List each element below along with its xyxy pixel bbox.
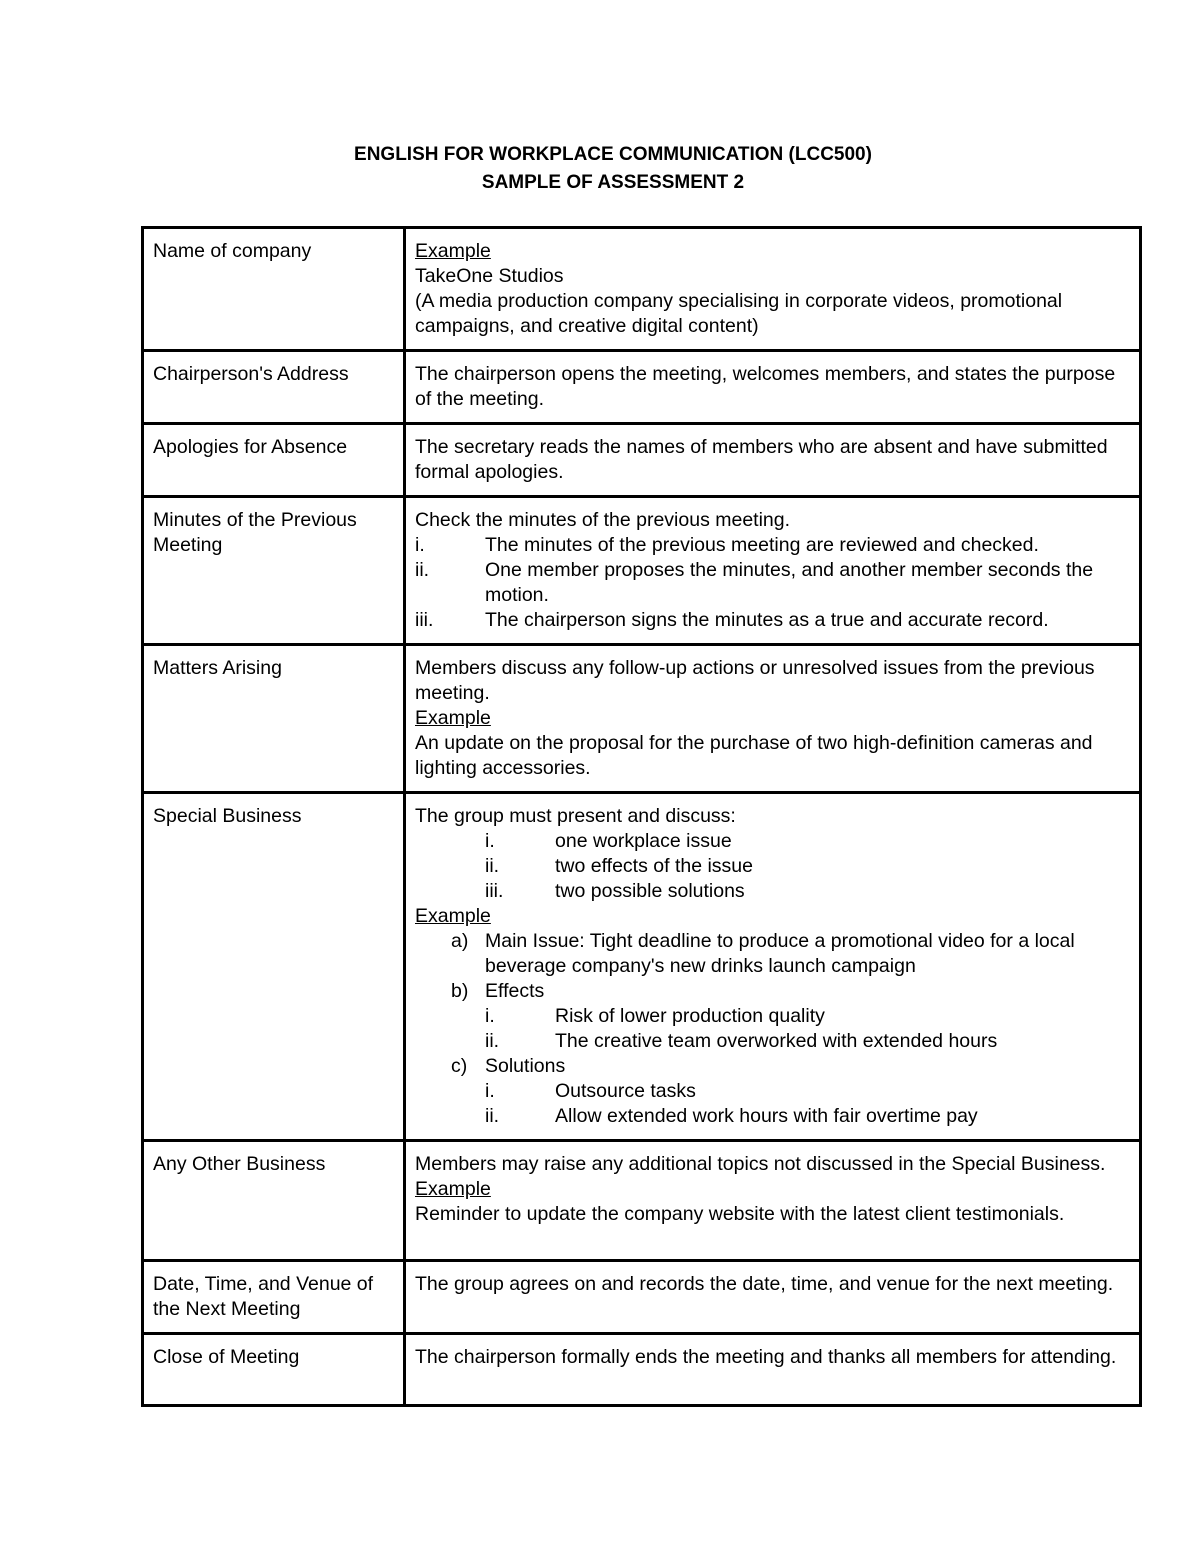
- example-heading: Example: [415, 905, 491, 927]
- list-item: i. Outsource tasks: [485, 1080, 696, 1102]
- aob-text: Members may raise any additional topics not discussed in the Special Business.: [415, 1153, 1106, 1175]
- company-description: (A media production company specialising in corporate videos, promotional campaigns, and creative digital content): [415, 290, 1063, 337]
- row-content: [405, 497, 1141, 645]
- row-content: [405, 645, 1141, 793]
- row-label: Close of Meeting: [143, 1334, 405, 1406]
- list-item: ii. Allow extended work hours with fair overtime pay: [485, 1105, 978, 1127]
- list-item: ii. One member proposes the minutes, and another member seconds the motion.: [415, 559, 1094, 606]
- table-row: [143, 1141, 1141, 1261]
- list-item: i. The minutes of the previous meeting are reviewed and checked.: [415, 534, 1039, 556]
- row-content: The chairperson formally ends the meeting and thanks all members for attending.: [405, 1334, 1141, 1406]
- example-text: An update on the proposal for the purchase of two high-definition cameras and lighting accessories.: [415, 732, 1093, 779]
- row-label: Apologies for Absence: [143, 424, 405, 497]
- table-row: [143, 1334, 1141, 1406]
- row-content: [405, 1141, 1141, 1261]
- document-title: ENGLISH FOR WORKPLACE COMMUNICATION (LCC500): [354, 144, 872, 165]
- row-content: The secretary reads the names of members who are absent and have submitted formal apologies.: [405, 424, 1141, 497]
- example-heading: Example: [415, 240, 491, 262]
- row-content: [405, 793, 1141, 1141]
- table-row: [143, 497, 1141, 645]
- row-label: Name of company: [143, 228, 405, 351]
- row-content: The group agrees on and records the date, time, and venue for the next meeting.: [405, 1261, 1141, 1334]
- row-label: Chairperson's Address: [143, 351, 405, 424]
- table-row: [143, 228, 1141, 351]
- table-row: [143, 793, 1141, 1141]
- example-heading: Example: [415, 1178, 491, 1200]
- list-item: iii. two possible solutions: [485, 880, 745, 902]
- list-item: i. one workplace issue: [485, 830, 732, 852]
- row-content: The chairperson opens the meeting, welcomes members, and states the purpose of the meeting.: [405, 351, 1141, 424]
- list-item: c) Solutions: [451, 1055, 566, 1077]
- company-name: TakeOne Studios: [415, 265, 564, 287]
- row-content: [405, 228, 1141, 351]
- table-row: [143, 1261, 1141, 1334]
- list-item: ii. The creative team overworked with extended hours: [485, 1030, 998, 1052]
- document-header: [0, 141, 1200, 197]
- table-row: [143, 645, 1141, 793]
- list-item: ii. two effects of the issue: [485, 855, 753, 877]
- row-label: Special Business: [143, 793, 405, 1141]
- minutes-intro: Check the minutes of the previous meeting.: [415, 509, 791, 531]
- example-text: Reminder to update the company website with the latest client testimonials.: [415, 1203, 1065, 1225]
- list-item: b) Effects: [451, 980, 545, 1002]
- list-item: i. Risk of lower production quality: [485, 1005, 825, 1027]
- matters-text: Members discuss any follow-up actions or unresolved issues from the previous meeting.: [415, 657, 1095, 704]
- meeting-agenda-table: [141, 226, 1142, 1407]
- table-row: [143, 424, 1141, 497]
- list-item: iii. The chairperson signs the minutes as a true and accurate record.: [415, 609, 1049, 631]
- row-label: Matters Arising: [143, 645, 405, 793]
- list-item: a) Main Issue: Tight deadline to produce a promotional video for a local beverage company's new drinks launch campaign: [451, 930, 1075, 977]
- row-label: Date, Time, and Venue of the Next Meeting: [143, 1261, 405, 1334]
- table-row: [143, 351, 1141, 424]
- row-label: Minutes of the Previous Meeting: [143, 497, 405, 645]
- special-intro: The group must present and discuss:: [415, 805, 736, 827]
- row-label: Any Other Business: [143, 1141, 405, 1261]
- example-heading: Example: [415, 707, 491, 729]
- document-subtitle: SAMPLE OF ASSESSMENT 2: [481, 172, 745, 193]
